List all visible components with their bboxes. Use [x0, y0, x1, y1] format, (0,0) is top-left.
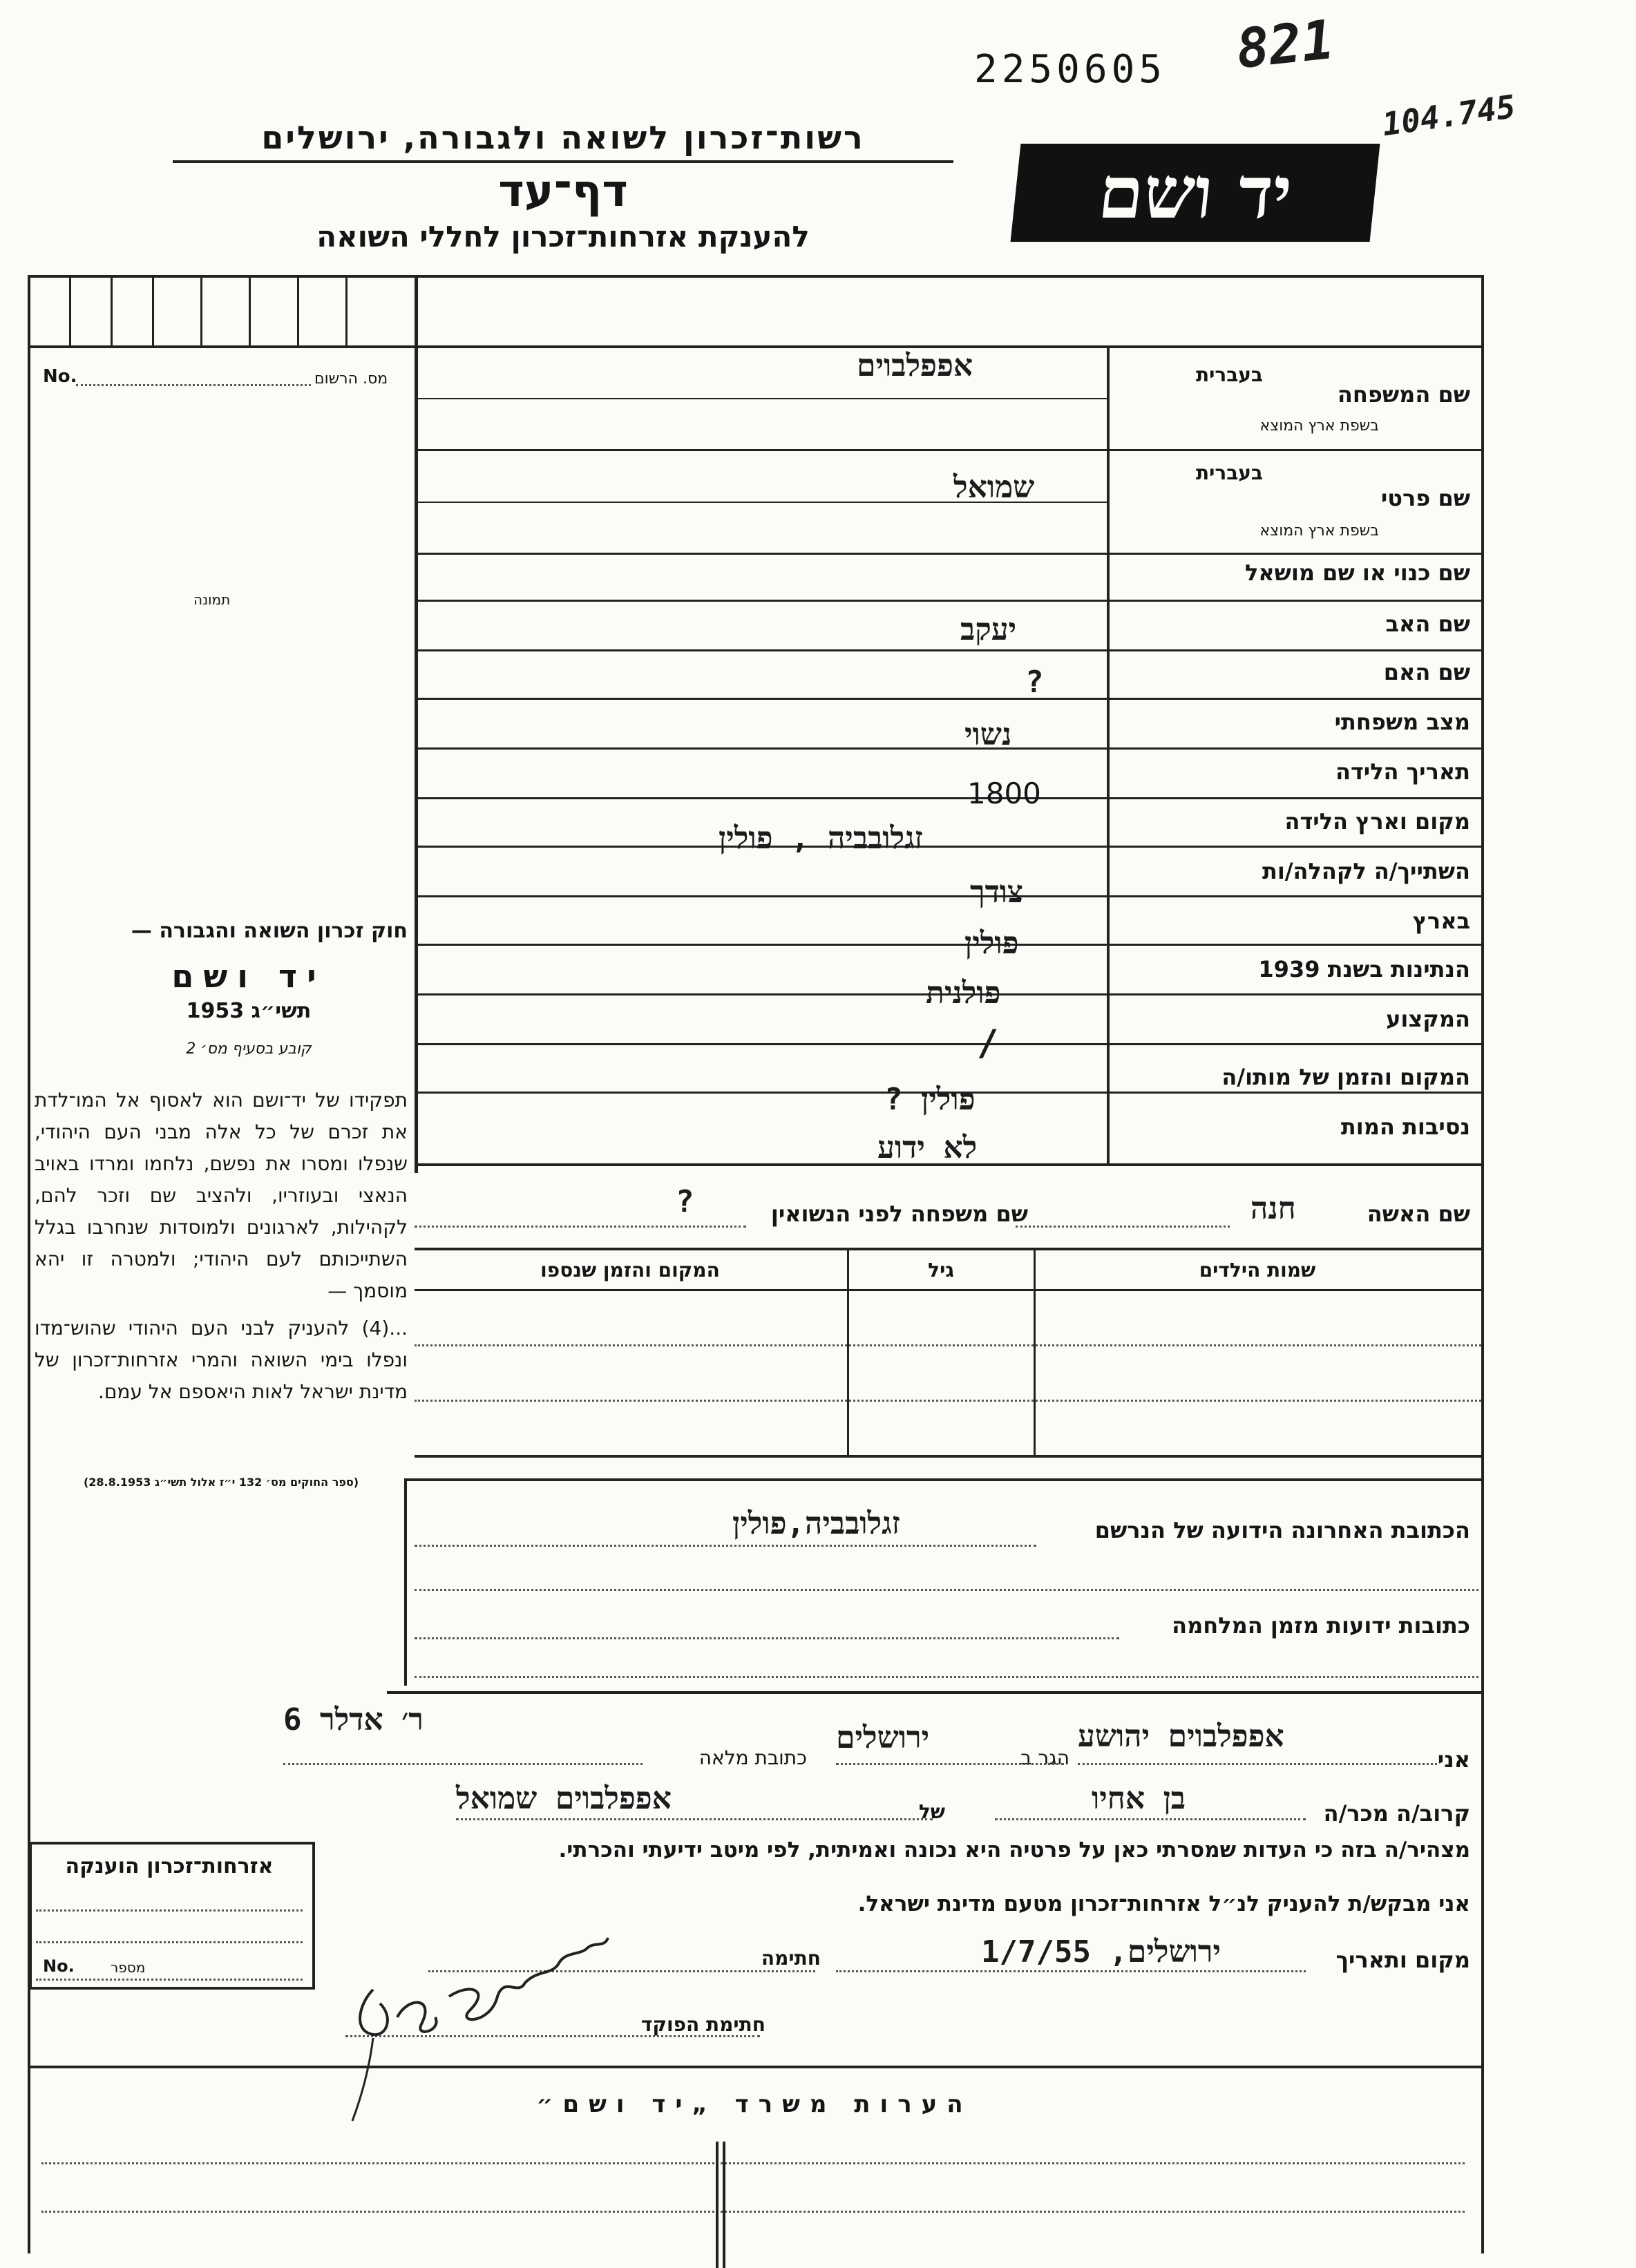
citizenship-label: הנתינות בשנת 1939 — [1258, 956, 1470, 982]
main-divider — [415, 275, 418, 1173]
first-name-origin-label: בשפת ארץ המוצא — [1259, 522, 1379, 540]
maiden-name-field[interactable] — [415, 1226, 746, 1228]
relation-value[interactable]: בן אחיו — [1092, 1781, 1186, 1816]
birth-place-value[interactable]: זגלובביה , פולין — [719, 821, 923, 856]
certificate-no-label: No. — [43, 1956, 75, 1976]
children-row[interactable] — [415, 1344, 1481, 1346]
father-label: שם האב — [1385, 611, 1470, 637]
declarant-name[interactable]: אפפלבוים יהושע — [1078, 1719, 1284, 1754]
war-address-line-2[interactable] — [415, 1676, 1478, 1678]
declarant-i-label: אני — [1437, 1746, 1470, 1773]
community-value[interactable]: צודך — [970, 875, 1024, 910]
declaration-text: מצהיר/ה בזה כי העדות שמסרתי כאן על פרטיה היא נכונה ואמיתית, לפי מיטב ידיעתי והכרתי. — [558, 1838, 1470, 1862]
last-address-line-2[interactable] — [415, 1589, 1478, 1591]
signature-label: חתימה — [761, 1947, 821, 1970]
form-subtitle: להענקת אזרחות־זכרון לחללי השואה — [316, 220, 810, 254]
marital-status-label: מצב משפחתי — [1334, 709, 1470, 735]
place-date-value[interactable]: ירושלים, 1/7/55 — [981, 1934, 1221, 1970]
death-circumstances-label: נסיבות המות — [1340, 1114, 1470, 1140]
law-text-2: ...(4) להעניק לבני העם היהודי שהוש־מדו ונפלו בימי השואה והמרי אזרחות־זכרון של מדינת ישראל לאות היאספם אל עמם. — [35, 1317, 408, 1403]
law-clause: קובע בסעיף מס׳ 2 — [186, 1040, 312, 1058]
relation-label: קרוב/ה מכר/ה — [1323, 1800, 1470, 1827]
office-notes-line[interactable] — [41, 2162, 1465, 2164]
full-address-value[interactable]: ר׳ אדלר 6 — [283, 1702, 424, 1737]
death-circumstances-value[interactable]: לא ידוע — [877, 1130, 978, 1165]
birth-date-value[interactable]: 1800 — [967, 776, 1041, 810]
law-year: תשי״ג 1953 — [186, 999, 312, 1023]
profession-label: המקצוע — [1386, 1006, 1470, 1032]
declarant-city[interactable]: ירושלים — [836, 1720, 930, 1755]
office-notes-label: הערות משרד „יד ושם״ — [536, 2090, 973, 2118]
declarant-city-field[interactable] — [836, 1763, 1064, 1765]
wife-name-value[interactable]: חנה — [1250, 1191, 1296, 1226]
lives-in-label: הגר ב — [1020, 1746, 1069, 1769]
registration-no-field[interactable] — [76, 384, 311, 386]
place-date-field[interactable] — [836, 1970, 1306, 1972]
children-place-header: המקום והזמן שנספו — [540, 1259, 720, 1281]
form-title: דף־עד — [498, 166, 628, 217]
label-divider — [1107, 348, 1110, 1163]
family-name-value[interactable]: אפפלבוים — [857, 348, 973, 383]
place-date-label: מקום ותאריך — [1335, 1947, 1470, 1973]
full-address-field[interactable] — [283, 1763, 643, 1765]
photo-label: תמונה — [193, 591, 231, 608]
children-name-header: שמות הילדים — [1199, 1259, 1316, 1281]
office-notes-line[interactable] — [41, 2211, 1465, 2213]
of-name-field[interactable] — [456, 1818, 933, 1820]
certificate-box-title: אזרחות־זכרון הוענקה — [65, 1854, 274, 1878]
law-text-1: תפקידו של יד־ושם הוא לאסוף אל המו־לדת את זכרם של כל אלה מבני העם היהודי, שנפלו ומסרו את נפשם, נלחמו ומרדו באויב הנאצי ובעוזריו, ולהציב שם וזכר להם, לקהילות, לארגונים ולמוסדות שנחרבו בגלל השתייכותם לעם היהודי; ולמטרה זו יהא מוסמך — — [35, 1089, 408, 1302]
yad-vashem-logo — [1011, 144, 1380, 242]
last-address-value[interactable]: זגלובביה,פולין — [732, 1506, 900, 1541]
children-age-header: גיל — [928, 1259, 954, 1281]
certificate-number-label: מספר — [111, 1959, 146, 1976]
war-address-label: כתובות ידועות מזמן המלחמה — [1172, 1612, 1470, 1639]
death-place-value[interactable]: פולין ? — [884, 1082, 976, 1117]
logo-text: יד ושם — [1094, 150, 1296, 235]
handwritten-number: 821 — [1233, 8, 1338, 82]
registration-no-label: מס. הרשום — [314, 370, 388, 388]
top-strip-bottom — [28, 345, 1481, 348]
marital-status-value[interactable]: נשוי — [964, 717, 1012, 752]
law-title: חוק זכרון השואה והגבורה — — [131, 919, 408, 943]
community-label: השתייך/ה לקהלה/ות — [1262, 858, 1470, 884]
of-name-value[interactable]: אפפלבוים שמואל — [456, 1781, 672, 1816]
request-text: אני מבקש/ת להעניק לנ״ל אזרחות־זכרון מטעם מדינת ישראל. — [857, 1891, 1470, 1916]
nickname-label: שם כנוי או שם מושאל — [1244, 560, 1470, 586]
family-name-origin-label: בשפת ארץ המוצא — [1259, 417, 1379, 435]
relation-field[interactable] — [995, 1818, 1306, 1820]
war-address-field[interactable] — [415, 1637, 1119, 1639]
first-name-label: שם פרטי — [1380, 485, 1470, 511]
maiden-name-label: שם משפחה לפני הנשואין — [770, 1201, 1028, 1227]
serial-number: 2250605 — [974, 47, 1167, 92]
left-no-label: No. — [43, 366, 77, 387]
country-value[interactable]: פולין — [964, 926, 1019, 961]
wife-label: שם האשה — [1367, 1201, 1470, 1227]
father-value[interactable]: יעקב — [960, 612, 1017, 647]
death-place-label: המקום והזמן של מותו/ה — [1221, 1064, 1470, 1090]
birth-place-label: מקום וארץ הלידה — [1284, 808, 1470, 835]
declarant-name-field[interactable] — [1078, 1763, 1437, 1765]
of-label: של — [918, 1800, 945, 1823]
mother-label: שם האם — [1383, 659, 1470, 685]
law-source: (ספר החוקים מס׳ 132 י״ז אלול תשי״ג 28.8.1953) — [83, 1476, 359, 1489]
family-name-hebrew-label: בעברית — [1195, 363, 1263, 386]
first-name-value[interactable]: שמואל — [953, 470, 1035, 505]
family-name-label: שם המשפחה — [1337, 381, 1470, 408]
header-rule — [173, 160, 953, 163]
official-signature-label: חתימת הפוקד — [640, 2013, 765, 2036]
signature-stroke — [360, 1938, 608, 2034]
law-name: יד ושם — [171, 957, 326, 995]
last-address-label: הכתובת האחרונה הידועה של הנרשם — [1094, 1517, 1470, 1543]
certificate-number-field[interactable] — [36, 1979, 303, 1981]
profession-value[interactable]: / — [977, 1022, 999, 1064]
country-label: בארץ — [1412, 908, 1470, 934]
full-address-label: כתובת מלאה — [698, 1746, 807, 1769]
maiden-name-value[interactable]: ? — [676, 1184, 694, 1219]
citizenship-value[interactable]: פולנית — [926, 975, 1001, 1011]
handwritten-reference: 104.745 — [1380, 87, 1518, 144]
wife-name-field[interactable] — [1016, 1226, 1230, 1228]
authority-name: רשות־זכרון לשואה ולגבורה, ירושלים — [261, 119, 865, 156]
birth-date-label: תאריך הלידה — [1335, 759, 1470, 785]
children-row[interactable] — [415, 1400, 1481, 1402]
last-address-field[interactable] — [415, 1545, 1036, 1547]
mother-value[interactable]: ? — [1025, 665, 1044, 700]
first-name-hebrew-label: בעברית — [1195, 461, 1263, 484]
